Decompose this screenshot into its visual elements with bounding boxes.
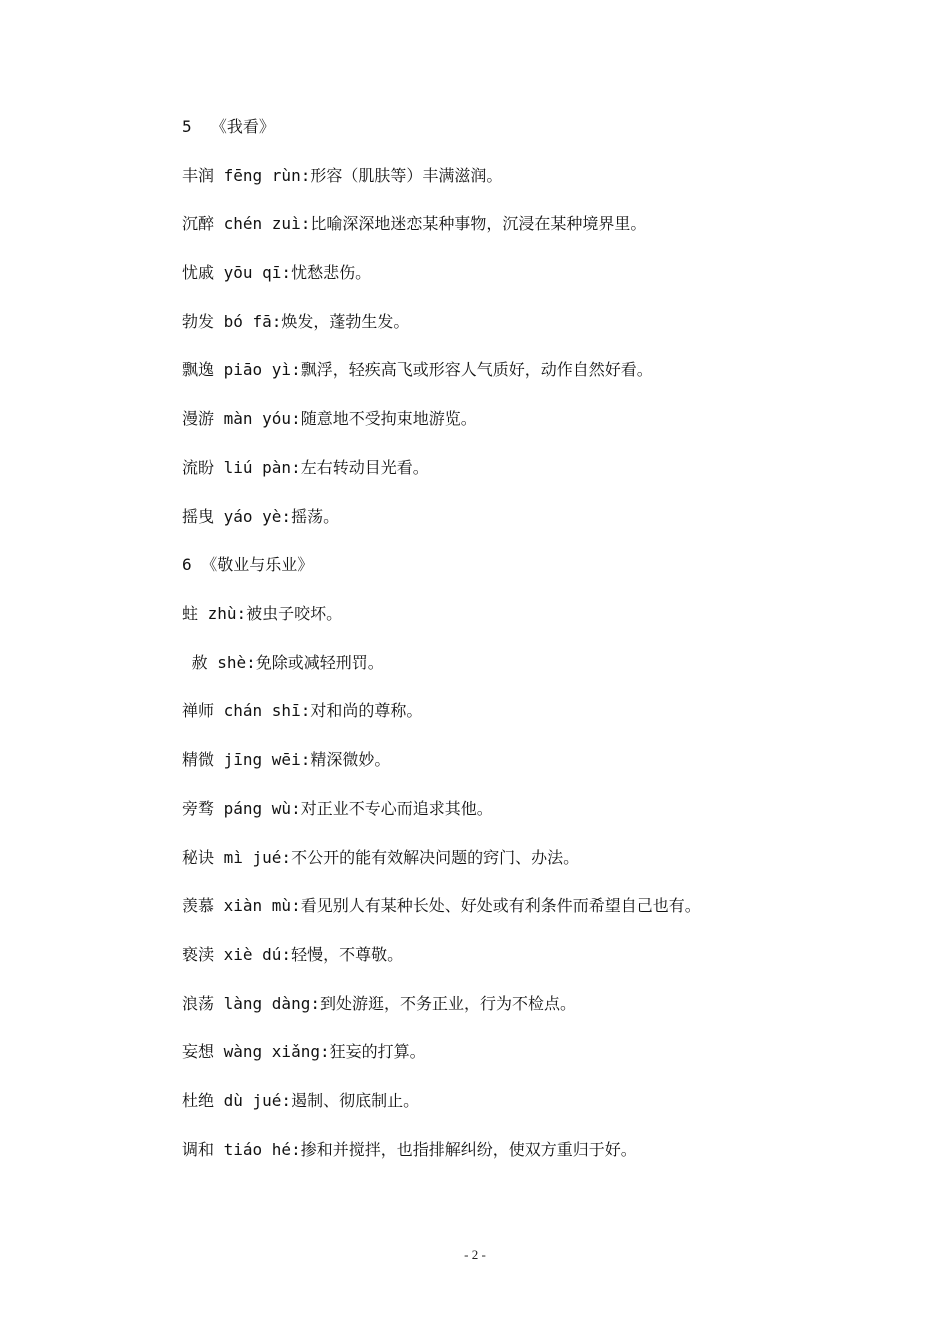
vocab-entry: 旁骛 páng wù:对正业不专心而追求其他。 <box>182 799 493 818</box>
vocab-entry: 流盼 liú pàn:左右转动目光看。 <box>182 458 429 477</box>
vocab-entry: 亵渎 xiè dú:轻慢，不尊敬。 <box>182 945 404 964</box>
vocab-entry: 浪荡 làng dàng:到处游逛，不务正业，行为不检点。 <box>182 994 576 1013</box>
vocab-entry: 羡慕 xiàn mù:看见别人有某种长处、好处或有利条件而希望自己也有。 <box>182 896 701 915</box>
vocab-entry: 勃发 bó fā:焕发，蓬勃生发。 <box>182 312 410 331</box>
vocab-entry: 忧戚 yōu qī:忧愁悲伤。 <box>182 263 372 282</box>
vocab-entry: 漫游 màn yóu:随意地不受拘束地游览。 <box>182 409 477 428</box>
vocab-entry: 精微 jīng wēi:精深微妙。 <box>182 750 391 769</box>
vocab-entry: 飘逸 piāo yì:飘浮，轻疾高飞或形容人气质好，动作自然好看。 <box>182 360 653 379</box>
section-heading-wokan: 5 《我看》 <box>182 117 275 136</box>
vocab-entry: 妄想 wàng xiǎng:狂妄的打算。 <box>182 1042 426 1061</box>
vocab-entry: 调和 tiáo hé:掺和并搅拌，也指排解纠纷，使双方重归于好。 <box>182 1140 637 1159</box>
vocab-entry: 禅师 chán shī:对和尚的尊称。 <box>182 701 423 720</box>
vocab-entry: 赦 shè:免除或减轻刑罚。 <box>182 653 384 672</box>
vocab-entry: 秘诀 mì jué:不公开的能有效解决问题的窍门、办法。 <box>182 848 580 867</box>
section-heading-jingye: 6 《敬业与乐业》 <box>182 555 314 574</box>
vocab-entry: 丰润 fēng rùn:形容（肌肤等）丰满滋润。 <box>182 166 503 185</box>
vocab-entry: 杜绝 dù jué:遏制、彻底制止。 <box>182 1091 420 1110</box>
vocab-entry: 摇曳 yáo yè:摇荡。 <box>182 507 340 526</box>
page-number: - 2 - <box>464 1247 486 1262</box>
vocab-entry: 沉醉 chén zuì:比喻深深地迷恋某种事物，沉浸在某种境界里。 <box>182 214 647 233</box>
vocab-entry: 蛀 zhù:被虫子咬坏。 <box>182 604 343 623</box>
